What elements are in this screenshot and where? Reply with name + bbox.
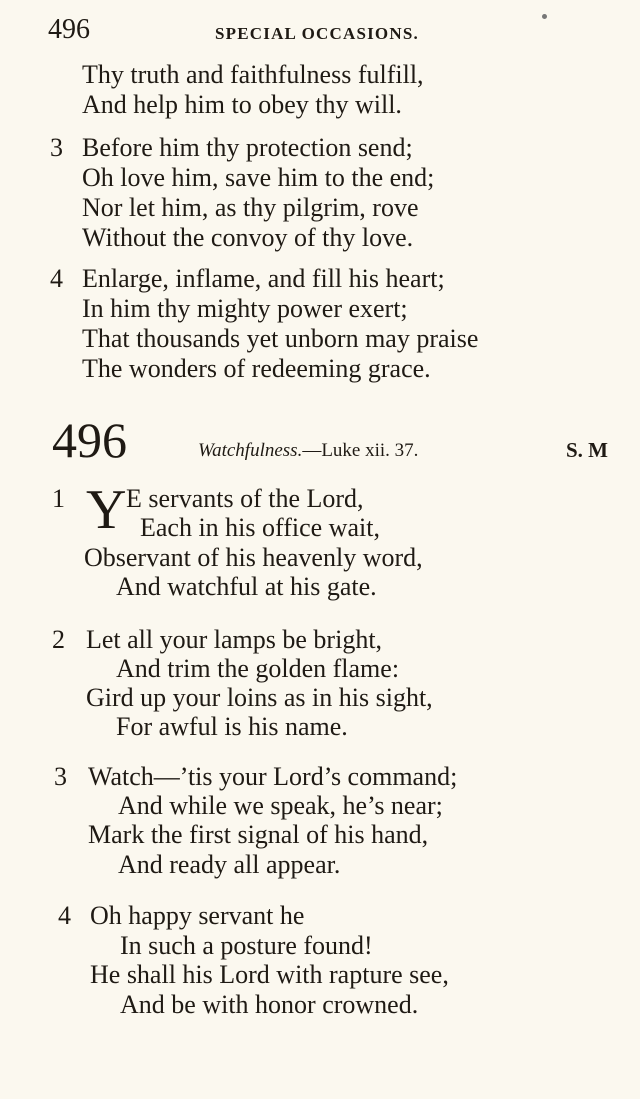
verse-line: In him thy mighty power exert; xyxy=(82,294,408,323)
verse-line: Nor let him, as thy pilgrim, rove xyxy=(82,193,419,222)
verse-line: Each in his office wait, xyxy=(140,513,380,542)
verse-line: Oh happy servant he xyxy=(90,901,305,930)
verse-line: Mark the first signal of his hand, xyxy=(88,820,429,849)
drop-cap: Y xyxy=(86,479,127,541)
verse-line: Before him thy protection send; xyxy=(82,133,413,162)
verse-line: In such a posture found! xyxy=(120,931,373,960)
verse-line: And trim the golden flame: xyxy=(116,654,400,683)
verse-line: Thy truth and faithfulness fulfill, xyxy=(82,60,424,89)
verse-line: Oh love him, save him to the end; xyxy=(82,163,435,192)
verse-line: Let all your lamps be bright, xyxy=(86,625,383,654)
verse-line: Gird up your loins as in his sight, xyxy=(86,683,433,712)
verse-line: And help him to obey thy will. xyxy=(82,90,402,119)
verse-line: The wonders of redeeming grace. xyxy=(82,354,431,383)
verse-line: And ready all appear. xyxy=(118,850,341,879)
verse-line: And be with honor crowned. xyxy=(120,990,419,1019)
running-title: SPECIAL OCCASIONS. xyxy=(215,24,419,43)
verse-line: For awful is his name. xyxy=(116,712,348,741)
verse-number: 1 xyxy=(52,484,65,513)
verse-line: Observant of his heavenly word, xyxy=(84,543,423,572)
verse-line: Watch—’tis your Lord’s command; xyxy=(88,762,458,791)
hymn-subject: Watchfulness. xyxy=(198,440,303,461)
hymn-meter: S. M xyxy=(566,438,608,462)
verse-line: Without the convoy of thy love. xyxy=(82,223,414,252)
verse-line: Enlarge, inflame, and fill his heart; xyxy=(82,264,445,293)
page-number: 496 xyxy=(48,14,90,45)
verse-line: And watchful at his gate. xyxy=(116,572,377,601)
scripture-reference: —Luke xii. 37. xyxy=(302,440,419,461)
verse-line: He shall his Lord with rapture see, xyxy=(90,960,449,989)
hymn-number: 496 xyxy=(52,412,127,468)
hymn-title xyxy=(198,440,418,462)
verse-line: E servants of the Lord, xyxy=(126,484,364,513)
verse-number: 3 xyxy=(54,762,67,791)
verse-number: 4 xyxy=(50,264,63,293)
verse-line: That thousands yet unborn may praise xyxy=(82,324,479,353)
ink-speck xyxy=(542,14,547,19)
verse-number: 3 xyxy=(50,133,63,162)
verse-number: 4 xyxy=(58,901,71,930)
verse-line: And while we speak, he’s near; xyxy=(118,791,443,820)
verse-number: 2 xyxy=(52,625,65,654)
